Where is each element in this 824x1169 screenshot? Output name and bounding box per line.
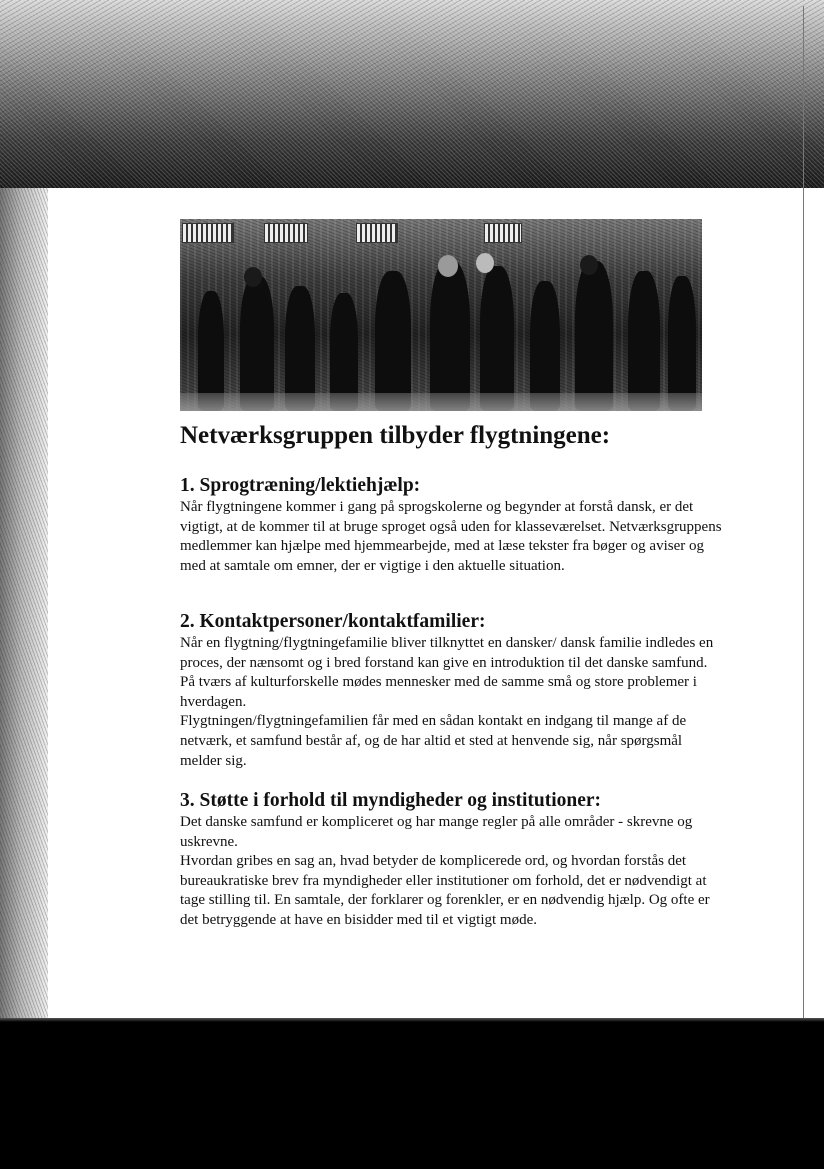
photo-person-head: [580, 255, 598, 275]
photo-person-head: [476, 253, 494, 273]
page-edge-line: [803, 6, 804, 1156]
section-paragraph: Det danske samfund er kompliceret og har mange regler på alle områder - skrevne og uskrevne.: [180, 814, 693, 850]
group-photo: [180, 219, 702, 411]
photo-person: [375, 271, 411, 411]
scan-noise-bottom: [0, 1018, 824, 1169]
scan-noise-top: [0, 0, 824, 188]
photo-window: [356, 223, 398, 243]
section-heading: 3. Støtte i forhold til myndigheder og institutioner:: [180, 790, 602, 811]
photo-window: [264, 223, 308, 243]
section-contact-persons: [180, 610, 725, 771]
photo-person: [240, 276, 274, 411]
photo-person-head: [438, 255, 458, 277]
photo-person: [575, 261, 613, 411]
photo-person: [628, 271, 660, 411]
scan-noise-left: [0, 188, 48, 1018]
page-title: Netværksgruppen tilbyder flygtningene:: [180, 422, 611, 449]
photo-person: [430, 261, 470, 411]
section-paragraph: Hvordan gribes en sag an, hvad betyder de komplicerede ord, og hvordan forstås det bureaukratiske brev fra myndigheder eller institutioner om forhold, det er nødvendigt at tage stilling til. En samtale, der forklarer og forenkler, er en nødvendig hjælp. Og ofte er det betryggende at have en bisidder med til et vigtigt møde.: [180, 853, 710, 928]
photo-person: [480, 266, 514, 411]
photo-person-head: [244, 267, 262, 287]
photo-ground: [180, 393, 702, 411]
photo-window: [182, 223, 234, 243]
section-paragraph: Når flygtningene kommer i gang på sprogskolerne og begynder at forstå dansk, er det vigtigt, at de kommer til at bruge sproget også uden for klasseværelset. Netværksgruppens medlemmer kan hjælpe med hjemmearbejde, med at læse tekster fra bøger og aviser og med at samtale om emner, der er vigtige i den aktuelle situation.: [180, 499, 722, 574]
section-heading: 2. Kontaktpersoner/kontaktfamilier:: [180, 611, 486, 632]
section-paragraph: Når en flygtning/flygtningefamilie bliver tilknyttet en dansker/ dansk familie indledes en proces, der nænsomt og i bred forstand kan give en introduktion til det danske samfund. På tværs af kulturforskelle mødes mennesker med de samme små og store problemer i hverdagen.: [180, 635, 714, 710]
photo-person: [530, 281, 560, 411]
section-paragraph: Flygtningen/flygtningefamilien får med en sådan kontakt en indgang til mange af de netværk, et samfund består af, og de har altid et sted at henvende sig, når spørgsmål melder sig.: [180, 713, 687, 769]
photo-building-windows: [180, 223, 702, 245]
section-heading: 1. Sprogtræning/lektiehjælp:: [180, 475, 421, 496]
section-language-training: [180, 474, 725, 576]
photo-window: [484, 223, 522, 243]
section-authority-support: [180, 789, 725, 931]
photo-person: [668, 276, 696, 411]
